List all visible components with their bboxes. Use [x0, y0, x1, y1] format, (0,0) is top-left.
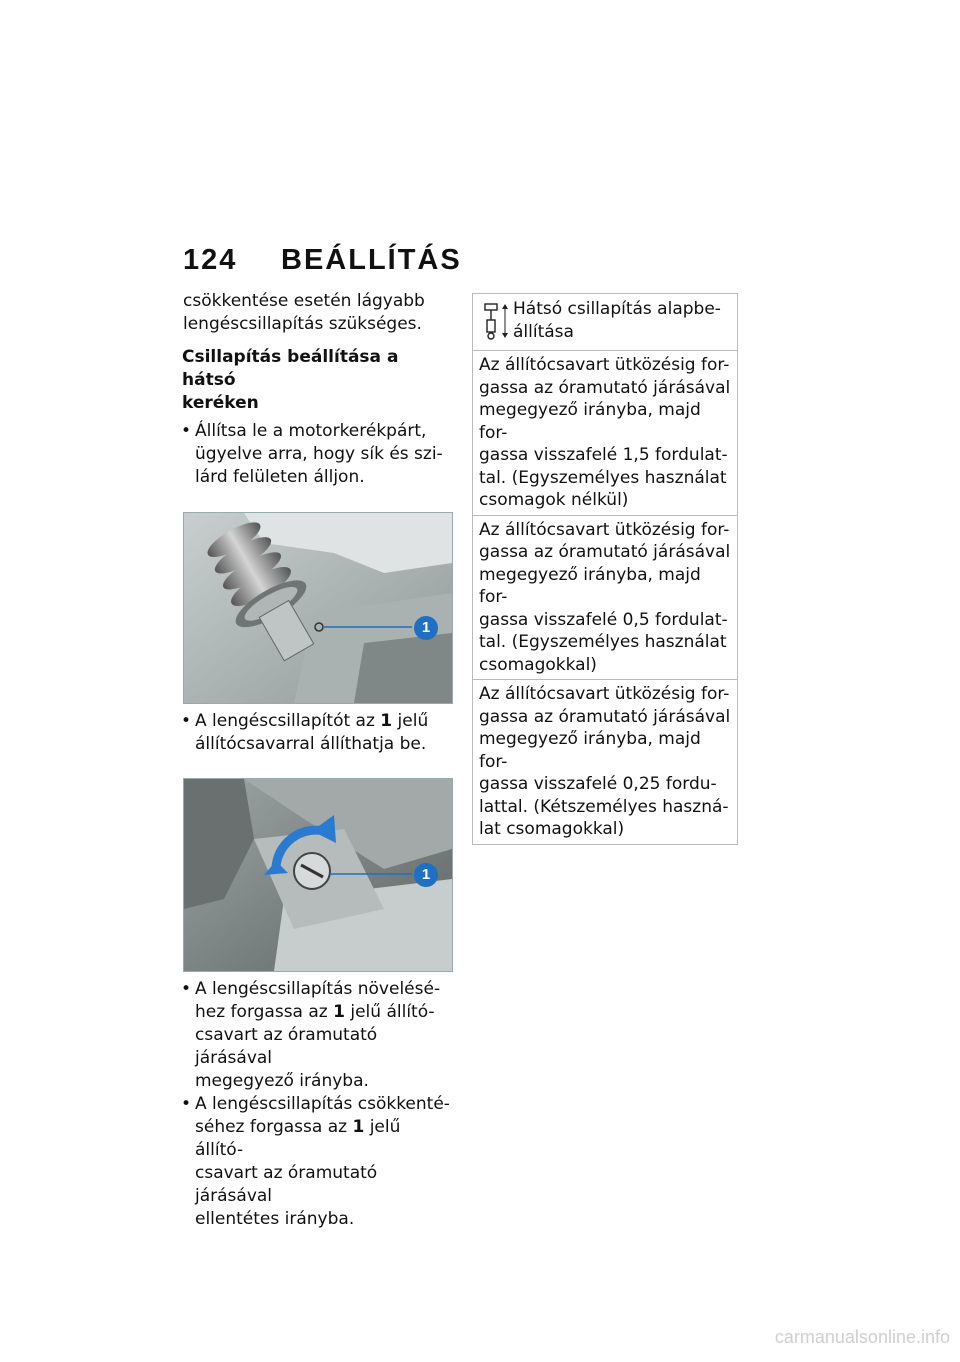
shock-absorber-illustration — [184, 513, 452, 703]
bullet-increase-line-1: • A lengéscsillapítás növelésé- — [195, 979, 441, 999]
table-title-line-2: állítása — [513, 322, 574, 342]
table-row: Az állítócsavart ütközésig for- gassa az óramutató járásával megegyező irányba, majd for- gassa visszafelé 0,25 fordu- lattal. (Kétszemélyes haszná- lat csomagokkal) — [473, 679, 737, 844]
bullet-decrease-line-1: • A lengéscsillapítás csökkenté- — [195, 1094, 450, 1114]
table-header — [473, 294, 737, 350]
bullet-adjust-screw-line-2: állítócsavarral állíthatja be. — [195, 734, 427, 754]
table-title — [509, 298, 721, 344]
section-title: BEÁLLÍTÁS — [281, 244, 462, 276]
bullet-adjust-screw — [183, 710, 453, 756]
table-title-line-1: Hátsó csillapítás alapbe- — [513, 299, 721, 319]
bullet-decrease-line-2: séhez forgassa az 1 jelű állító- — [195, 1117, 401, 1160]
bullet-decrease-line-4: ellentétes irányba. — [195, 1209, 355, 1229]
figure-shock-absorber — [183, 512, 453, 704]
subheading — [183, 346, 453, 415]
left-column — [183, 290, 453, 1231]
table-row: Az állítócsavart ütközésig for- gassa az óramutató járásával megegyező irányba, majd for- gassa visszafelé 1,5 fordulat- tal. (Egyszemélyes használat csomagok nélkül) — [473, 350, 737, 515]
bullet-increase — [183, 978, 453, 1093]
figure-adjusting-screw — [183, 778, 453, 972]
intro-line-1: csökkentése esetén lágyabb — [183, 291, 425, 311]
callout-1: 1 — [414, 616, 438, 640]
shock-absorber-icon — [479, 298, 509, 342]
adjusting-screw-illustration — [184, 779, 452, 971]
bullet-park-line-2: ügyelve arra, hogy sík és szi- — [195, 444, 443, 464]
bullet-park-line-3: lárd felületen álljon. — [195, 467, 365, 487]
page-number: 124 — [183, 244, 238, 276]
bullet-decrease-line-3: csavart az óramutató járásával — [195, 1163, 378, 1206]
bullet-park — [183, 420, 453, 489]
bullet-decrease — [183, 1093, 453, 1231]
bullet-adjust-screw-line-1: • A lengéscsillapítót az 1 jelű — [195, 711, 429, 731]
bullet-increase-line-3: csavart az óramutató járásával — [195, 1025, 378, 1068]
callout-1-screw: 1 — [414, 863, 438, 887]
watermark: carmanualsonline.info — [774, 1327, 950, 1347]
table-row: Az állítócsavart ütközésig for- gassa az óramutató járásával megegyező irányba, majd for- gassa visszafelé 0,5 fordulat- tal. (Egyszemélyes használat csomagokkal) — [473, 515, 737, 680]
subheading-line-1: Csillapítás beállítása a hátsó — [182, 347, 399, 390]
intro-line-2: lengéscsillapítás szükséges. — [183, 314, 422, 334]
damping-settings-table — [472, 293, 738, 845]
bullet-increase-line-2: hez forgassa az 1 jelű állító- — [195, 1002, 435, 1022]
bullet-park-line-1: • Állítsa le a motorkerékpárt, — [195, 421, 427, 441]
bullet-increase-line-4: megegyező irányba. — [195, 1071, 369, 1091]
page-header — [183, 244, 462, 277]
subheading-line-2: keréken — [182, 393, 259, 413]
